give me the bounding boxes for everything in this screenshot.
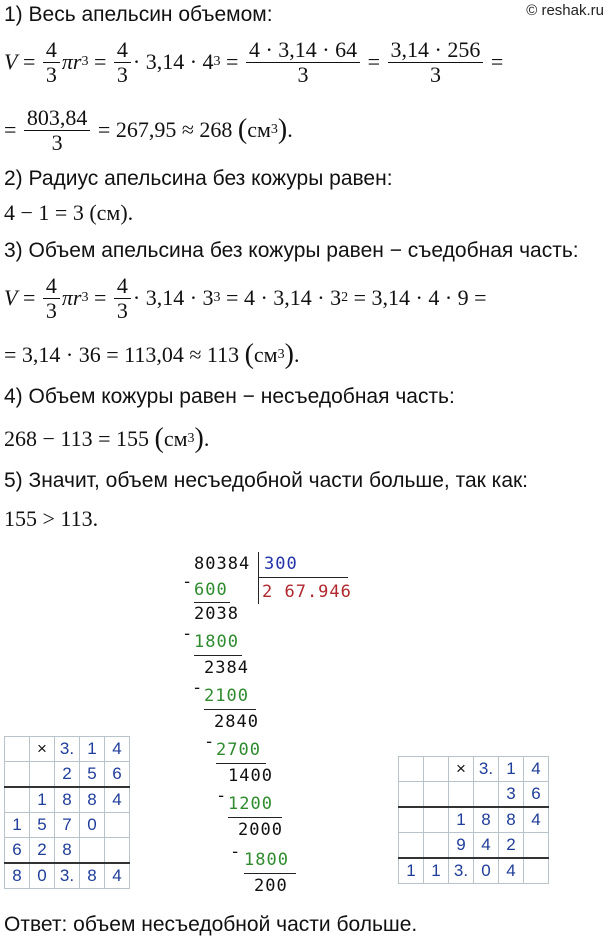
division-remainder: 200 bbox=[254, 876, 288, 896]
fraction: $\frac{803,84}{3}$ bbox=[24, 106, 91, 155]
division-remainder: 1400 bbox=[228, 766, 273, 786]
step4-heading: 4) Объем кожуры равен − несъедобная часть: bbox=[4, 385, 455, 408]
step3-formula-line2: = 3,14 · 36 = 113,04 ≈ 113 ( см 3 ) . bbox=[4, 339, 300, 370]
dividend: 80384 bbox=[194, 554, 251, 574]
step1-formula-line2: = $\frac{803,84}{3}$ = 267,95 ≈ 268 ( см 3 ) . bbox=[4, 104, 293, 155]
step5-calc: 155 > 113. bbox=[4, 506, 99, 531]
fraction: $\frac{4}{3}$ bbox=[43, 38, 60, 87]
fraction: $\frac{4}{3}$ bbox=[43, 274, 60, 323]
step1-formula-line1: V = $\frac{4}{3}$ πr 3 = $\frac{4}{3}$ · 3,14 · 4 3 = $\frac{4 \cdot 3,14 \cdot 64}{3}$ = $\frac{3,14 \cdot 256}{3}$ = bbox=[4, 36, 504, 87]
step4-calc: 268 − 113 = 155 ( см 3 ) . bbox=[4, 423, 210, 454]
multiplication-grid-left: × 3. 1 4 2 5 6 1 8 8 4 1 5 7 0 6 2 8 8 0 3. 8 4 bbox=[4, 736, 130, 889]
division-subtrahend: 2100 bbox=[204, 686, 249, 706]
division-remainder: 2000 bbox=[238, 820, 283, 840]
fraction: $\frac{4}{3}$ bbox=[114, 38, 131, 87]
step2-heading: 2) Радиус апельсина без кожуры равен: bbox=[4, 167, 393, 190]
step5-heading: 5) Значит, объем несъедобной части больше, так как: bbox=[4, 469, 529, 492]
quotient: 2 67.946 bbox=[262, 582, 352, 602]
division-subtrahend: 1800 bbox=[194, 632, 239, 652]
answer: Ответ: объем несъедобной части больше. bbox=[4, 913, 418, 936]
step1-heading: 1) Весь апельсин объемом: bbox=[4, 3, 273, 26]
fraction: $\frac{3,14 \cdot 256}{3}$ bbox=[388, 38, 484, 87]
division-remainder: 2038 bbox=[194, 604, 239, 624]
division-subtrahend: 1800 bbox=[244, 850, 289, 870]
divisor: 300 bbox=[264, 554, 298, 574]
var-v: V bbox=[4, 49, 18, 74]
watermark: © reshak.ru bbox=[526, 2, 604, 19]
division-remainder: 2840 bbox=[214, 712, 259, 732]
step2-calc: 4 − 1 = 3 (см). bbox=[4, 200, 134, 225]
fraction: $\frac{4 \cdot 3,14 \cdot 64}{3}$ bbox=[246, 38, 360, 87]
fraction: $\frac{4}{3}$ bbox=[114, 274, 131, 323]
division-subtrahend: 2700 bbox=[216, 740, 261, 760]
step3-heading: 3) Объем апельсина без кожуры равен − съедобная часть: bbox=[4, 239, 579, 262]
division-subtrahend: 600 bbox=[194, 580, 228, 600]
multiplication-grid-right: × 3. 1 4 3 6 1 8 8 4 9 4 2 1 1 3. 0 4 bbox=[398, 756, 549, 884]
division-subtrahend: 1200 bbox=[228, 794, 273, 814]
division-remainder: 2384 bbox=[204, 658, 249, 678]
step3-formula-line1: V = $\frac{4}{3}$ πr 3 = $\frac{4}{3}$ · 3,14 · 3 3 = 4 · 3,14 · 3 2 = 3,14 · 4 · 9 = bbox=[4, 272, 487, 323]
